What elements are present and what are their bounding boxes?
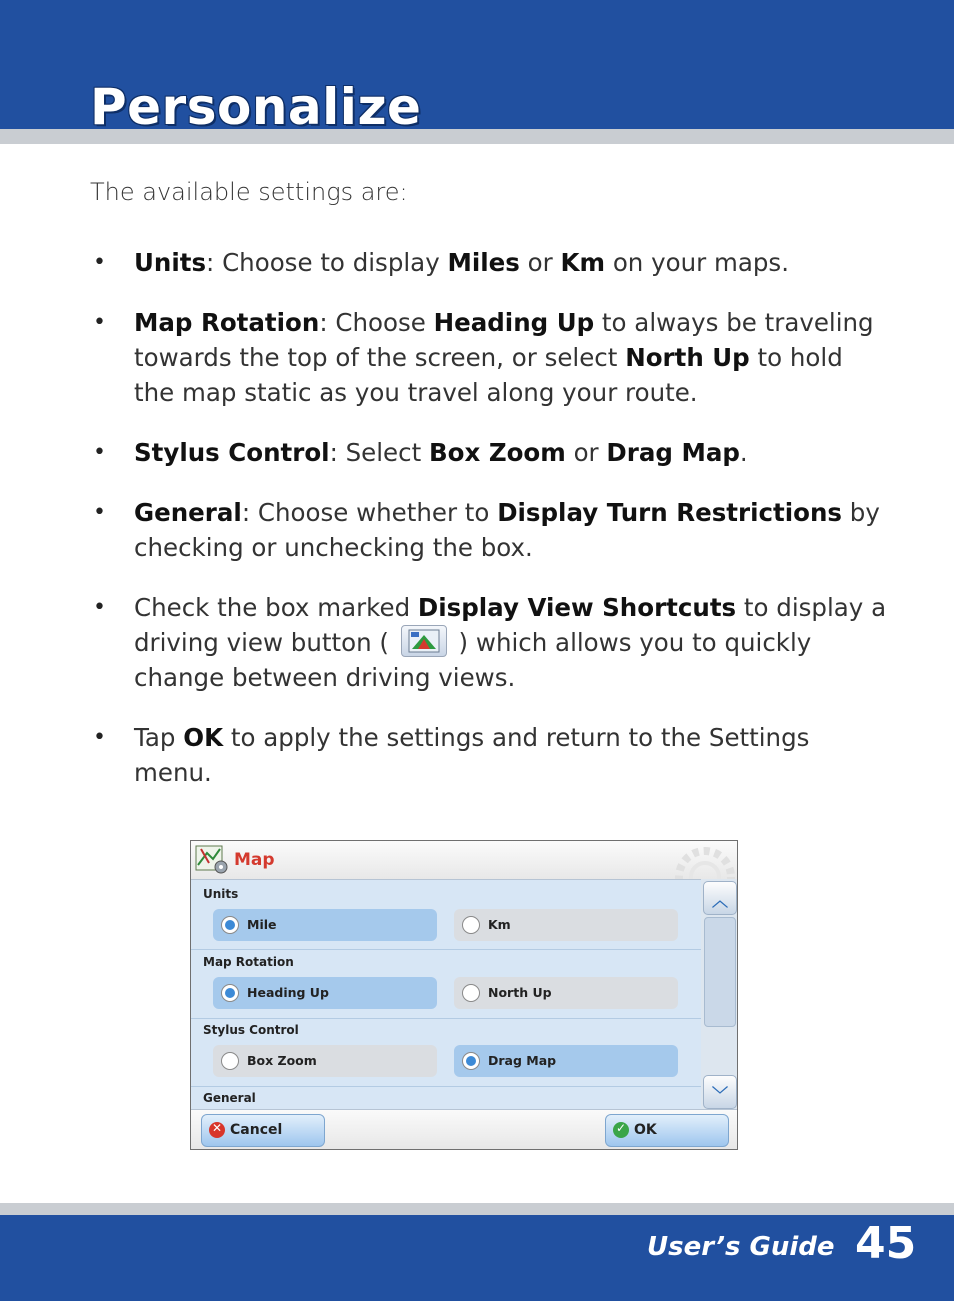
radio-selected-icon xyxy=(221,984,239,1002)
map-rotation-label: Map Rotation xyxy=(203,955,294,969)
option-label: Km xyxy=(488,917,511,932)
option-label: Mile xyxy=(247,917,277,932)
body-text: Check the box marked xyxy=(134,593,418,622)
body-text: to hold the map static as you travel along your route. xyxy=(134,343,843,407)
radio-empty-icon xyxy=(221,1052,239,1070)
checkmark-icon: ✓ xyxy=(613,1122,629,1138)
settings-list-item xyxy=(90,495,890,565)
section-divider xyxy=(191,949,701,950)
drag-map-option[interactable] xyxy=(454,1045,678,1077)
box-zoom-option[interactable] xyxy=(213,1045,437,1077)
option-label: Box Zoom xyxy=(247,1053,317,1068)
north-up-option[interactable] xyxy=(454,977,678,1009)
stylus-control-label: Stylus Control xyxy=(203,1023,299,1037)
units-label: Units xyxy=(203,887,239,901)
body-text: : Choose to display xyxy=(206,248,448,277)
bold-term: North Up xyxy=(625,343,750,372)
general-label: General xyxy=(203,1091,256,1105)
intro-text: The available settings are: xyxy=(90,178,408,206)
bold-term: Box Zoom xyxy=(428,438,566,467)
option-label: North Up xyxy=(488,985,552,1000)
bold-term: OK xyxy=(183,723,224,752)
screenshot-button-bar xyxy=(191,1109,737,1150)
body-text: or xyxy=(565,438,607,467)
units-km-option[interactable] xyxy=(454,909,678,941)
settings-list-item xyxy=(90,245,890,280)
cancel-button[interactable] xyxy=(201,1114,325,1147)
radio-selected-icon xyxy=(462,1052,480,1070)
gear-icon xyxy=(655,843,735,879)
scrollbar[interactable] xyxy=(701,879,737,1109)
settings-list-item xyxy=(90,435,890,470)
bold-term: General xyxy=(134,498,242,527)
body-text: to display a driving view button ( xyxy=(134,593,887,657)
body-text: : Choose xyxy=(319,308,434,337)
body-text: Tap xyxy=(134,723,184,752)
settings-list-item xyxy=(90,305,890,410)
screenshot-titlebar xyxy=(191,841,737,880)
body-text: to always be traveling towards the top of the screen, or select xyxy=(134,308,874,372)
radio-empty-icon xyxy=(462,984,480,1002)
body-text: to apply the settings and return to the Settings menu. xyxy=(134,723,810,787)
scroll-up-button[interactable] xyxy=(703,881,737,915)
body-text: by checking or unchecking the box. xyxy=(134,498,880,562)
users-guide-label: User’s Guide xyxy=(647,1232,835,1262)
radio-empty-icon xyxy=(462,916,480,934)
map-settings-icon xyxy=(195,845,229,875)
cancel-icon: ✕ xyxy=(209,1122,225,1138)
bold-term: Stylus Control xyxy=(134,438,330,467)
cancel-label: Cancel xyxy=(230,1122,283,1138)
bold-term: Drag Map xyxy=(606,438,740,467)
radio-selected-icon xyxy=(221,916,239,934)
bold-term: Map Rotation xyxy=(134,308,320,337)
bold-term: Miles xyxy=(447,248,520,277)
chevron-up-icon: ︿ xyxy=(711,891,728,910)
body-text: . xyxy=(739,438,748,467)
footer-stripe xyxy=(0,1203,954,1215)
driving-view-icon xyxy=(401,625,447,657)
bold-term: Km xyxy=(560,248,606,277)
page-title: Personalize xyxy=(90,78,422,136)
ok-button[interactable] xyxy=(605,1114,729,1147)
bold-term: Display View Shortcuts xyxy=(417,593,737,622)
body-text: or xyxy=(519,248,561,277)
bold-term: Display Turn Restrictions xyxy=(497,498,842,527)
scroll-down-button[interactable] xyxy=(703,1075,737,1109)
body-text: ) which allows you to quickly change between driving views. xyxy=(134,628,812,692)
screenshot-title: Map xyxy=(234,850,275,870)
option-label: Drag Map xyxy=(488,1053,557,1068)
settings-list-item xyxy=(90,590,890,695)
heading-up-option[interactable] xyxy=(213,977,437,1009)
units-mile-option[interactable] xyxy=(213,909,437,941)
section-divider xyxy=(191,1086,701,1087)
settings-list xyxy=(90,245,890,815)
map-settings-screenshot xyxy=(190,840,738,1150)
section-divider xyxy=(191,1018,701,1019)
bold-term: Heading Up xyxy=(433,308,595,337)
body-text: : Choose whether to xyxy=(241,498,498,527)
ok-label: OK xyxy=(634,1122,657,1138)
body-text: on your maps. xyxy=(605,248,789,277)
scroll-thumb[interactable] xyxy=(704,917,736,1027)
bold-term: Units xyxy=(134,248,207,277)
option-label: Heading Up xyxy=(247,985,329,1000)
chevron-down-icon: ﹀ xyxy=(711,1085,728,1104)
settings-list-item xyxy=(90,720,890,790)
body-text: : Select xyxy=(329,438,429,467)
page-number: 45 xyxy=(855,1218,917,1269)
